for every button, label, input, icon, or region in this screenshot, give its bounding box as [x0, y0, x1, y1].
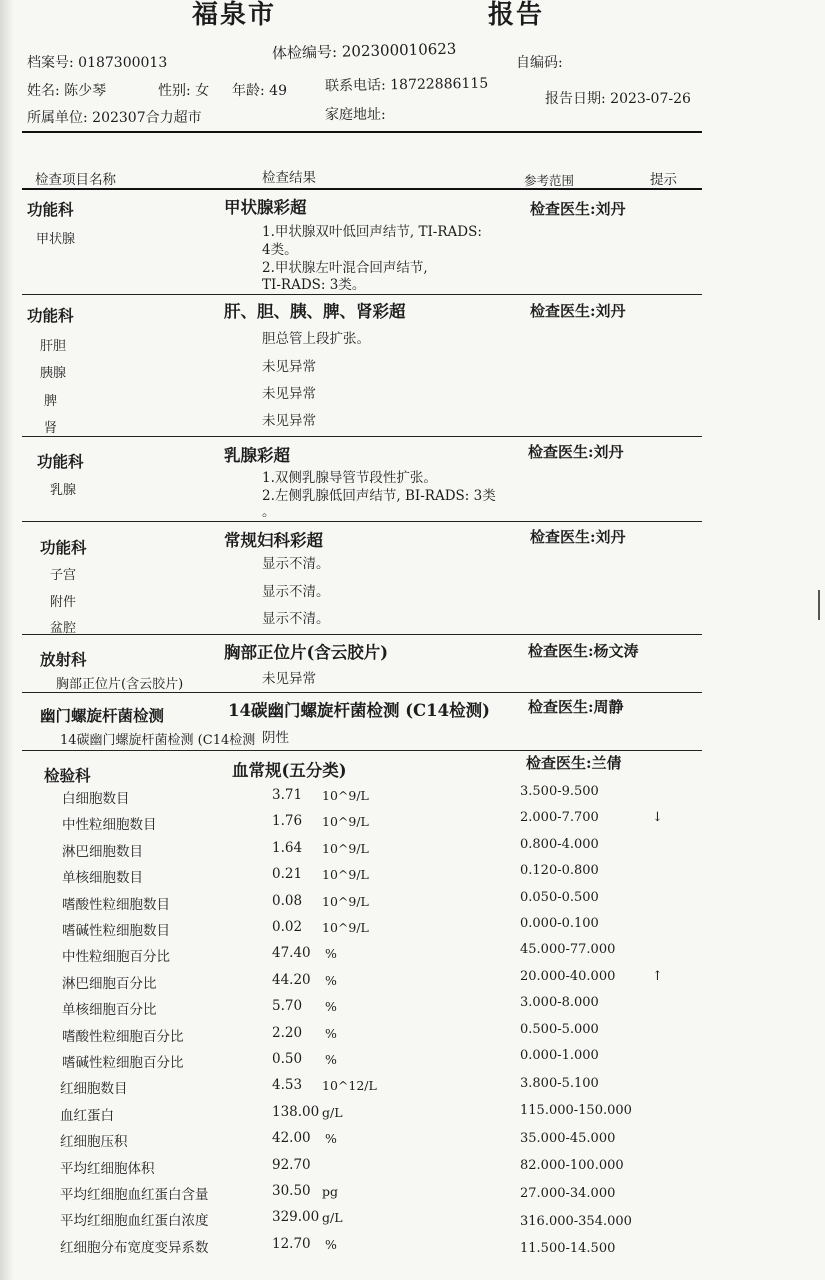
- patient-name: [27, 80, 106, 100]
- col-item-name: 检查项目名称: [35, 172, 116, 188]
- lab-item-name: 红细胞压积: [60, 1134, 128, 1151]
- item-name: 乳腺: [50, 483, 77, 498]
- phone-value: 18722886115: [390, 75, 489, 94]
- section-exam: 常规妇科彩超: [224, 531, 323, 550]
- lab-item-unit: %: [325, 972, 337, 988]
- lab-item-name: 红细胞数目: [60, 1081, 128, 1098]
- lab-item-unit: %: [325, 946, 337, 962]
- lab-item-value: 0.50: [272, 1051, 303, 1067]
- doctor-name: 刘丹: [595, 302, 626, 320]
- lab-item-value: 4.53: [272, 1077, 303, 1094]
- lab-item-reference: 27.000-34.000: [520, 1186, 616, 1201]
- page-edge-shadow: [0, 0, 14, 1280]
- section-dept: 功能科: [27, 306, 74, 325]
- column-header-divider: [22, 188, 702, 190]
- lab-item-reference: 3.000-8.000: [520, 995, 599, 1011]
- lab-item-name: 白细胞数目: [62, 791, 130, 807]
- exam-number-label: 体检编号:: [271, 42, 338, 63]
- exam-number-value: 202300010623: [341, 39, 457, 61]
- report-date-label: 报告日期:: [545, 91, 606, 107]
- section-exam: 肝、胆、胰、脾、肾彩超: [224, 302, 406, 321]
- unit-value: 202307合力超市: [92, 110, 202, 126]
- section-dept: 功能科: [40, 538, 87, 557]
- report-date: [545, 88, 691, 108]
- lab-item-reference: 0.800-4.000: [520, 836, 599, 852]
- report-title-left: 福泉市: [192, 0, 277, 30]
- patient-gender: [158, 80, 209, 100]
- lab-item-name: 嗜酸性粒细胞数目: [62, 896, 170, 913]
- lab-item-value: 47.40: [272, 945, 311, 962]
- doctor-name: 刘丹: [595, 200, 626, 218]
- section-dept: 幽门螺旋杆菌检测: [40, 706, 165, 725]
- result-line: TI-RADS: 3类。: [262, 277, 366, 293]
- item-result: 胆总管上段扩张。: [262, 331, 370, 347]
- patient-phone: [325, 73, 488, 96]
- section-doctor: [530, 526, 626, 547]
- section-doctor: [530, 300, 626, 321]
- section-exam: 乳腺彩超: [224, 446, 290, 465]
- lab-item-unit: %: [325, 1025, 337, 1041]
- section-exam: 甲状腺彩超: [224, 198, 307, 217]
- lab-item-value: 42.00: [272, 1130, 311, 1147]
- section-divider: [22, 521, 702, 522]
- lab-item-unit: 10^9/L: [322, 840, 369, 856]
- section-divider: [22, 692, 702, 693]
- doctor-label: 检查医生:: [528, 698, 594, 716]
- lab-item-name: 平均红细胞血红蛋白含量: [60, 1187, 209, 1203]
- age-value: 49: [269, 83, 287, 99]
- doctor-name: 兰倩: [591, 754, 622, 772]
- age-label: 年龄:: [232, 83, 265, 99]
- lab-item-name: 单核细胞百分比: [62, 1002, 157, 1019]
- lab-item-name: 中性粒细胞百分比: [62, 949, 170, 966]
- archive-value: 0187300013: [78, 55, 168, 71]
- lab-item-unit: pg: [322, 1184, 339, 1199]
- lab-item-unit: g/L: [322, 1104, 343, 1120]
- col-reference: 参考范围: [524, 173, 575, 188]
- lab-item-value: 1.76: [272, 813, 303, 830]
- doctor-label: 检查医生:: [530, 528, 596, 546]
- lab-item-reference: 0.050-0.500: [520, 889, 599, 905]
- lab-item-value: 44.20: [272, 971, 311, 988]
- lab-item-reference: 115.000-150.000: [520, 1103, 632, 1119]
- item-name: 胸部正位片(含云胶片): [56, 677, 184, 692]
- doctor-name: 刘丹: [595, 528, 626, 546]
- report-title-right: 报告: [488, 0, 545, 30]
- lab-item-name: 平均红细胞体积: [60, 1160, 155, 1177]
- lab-item-value: 0.02: [272, 919, 303, 935]
- lab-item-reference: 0.000-0.100: [520, 916, 599, 931]
- lab-item-name: 红细胞分布宽度变异系数: [60, 1239, 209, 1256]
- lab-item-unit: 10^9/L: [322, 920, 369, 935]
- result-line: 2.甲状腺左叶混合回声结节,: [262, 260, 428, 276]
- phone-label: 联系电话:: [324, 77, 386, 95]
- section-divider: [22, 436, 702, 437]
- lab-item-name: 血红蛋白: [60, 1107, 114, 1124]
- lab-item-flag: ↑: [652, 968, 663, 984]
- col-result: 检查结果: [262, 170, 316, 186]
- lab-item-unit: 10^12/L: [322, 1078, 377, 1094]
- lab-item-reference: 45.000-77.000: [520, 942, 616, 958]
- section-exam: 胸部正位片(含云胶片): [224, 643, 389, 662]
- doctor-label: 检查医生:: [530, 302, 596, 320]
- item-name: 甲状腺: [36, 232, 76, 247]
- doctor-label: 检查医生:: [528, 642, 594, 660]
- lab-item-unit: %: [325, 1236, 337, 1252]
- item-result: 显示不清。: [262, 556, 330, 572]
- patient-age: [232, 80, 287, 100]
- lab-item-value: 92.70: [272, 1156, 311, 1173]
- section-divider: [22, 294, 702, 295]
- header-divider: [22, 131, 702, 133]
- lab-item-reference: 82.000-100.000: [520, 1158, 624, 1174]
- section-dept: 检验科: [44, 766, 91, 785]
- lab-item-unit: %: [325, 1052, 337, 1067]
- lab-item-unit: %: [325, 999, 337, 1015]
- item-name: 肾: [44, 421, 58, 436]
- section-exam: 14碳幽门螺旋杆菌检测 (C14检测): [228, 701, 490, 720]
- lab-item-name: 中性粒细胞数目: [62, 817, 157, 834]
- section-doctor: [528, 640, 639, 661]
- lab-item-unit: 10^9/L: [322, 893, 369, 909]
- page-edge-mark: [818, 590, 820, 620]
- section-divider: [22, 634, 702, 635]
- report-date-value: 2023-07-26: [610, 91, 691, 107]
- section-dept: 功能科: [27, 200, 74, 219]
- home-address: 家庭地址:: [325, 107, 386, 123]
- doctor-name: 杨文涛: [593, 642, 639, 660]
- lab-item-name: 嗜碱性粒细胞百分比: [62, 1055, 184, 1071]
- lab-item-value: 138.00: [272, 1103, 320, 1120]
- item-name: 脾: [44, 394, 58, 409]
- lab-item-reference: 11.500-14.500: [520, 1241, 616, 1257]
- lab-item-reference: 0.500-5.000: [520, 1021, 599, 1037]
- section-dept: 功能科: [37, 452, 84, 471]
- lab-item-value: 5.70: [272, 998, 303, 1015]
- exam-number: [272, 38, 457, 64]
- result-line: 1.甲状腺双叶低回声结节, TI-RADS:: [262, 224, 482, 240]
- lab-item-reference: 35.000-45.000: [520, 1130, 616, 1146]
- gender-label: 性别:: [158, 83, 191, 99]
- item-name: 胰腺: [40, 366, 67, 381]
- item-result: 显示不清。: [262, 584, 330, 600]
- result-line: 4类。: [262, 242, 298, 258]
- lab-item-reference: 0.000-1.000: [520, 1048, 599, 1063]
- section-doctor: [526, 752, 622, 773]
- lab-item-value: 0.21: [272, 866, 303, 883]
- lab-item-unit: %: [325, 1131, 337, 1147]
- section-exam: 血常规(五分类): [232, 761, 347, 780]
- item-result: 未见异常: [262, 671, 316, 687]
- lab-item-name: 嗜酸性粒细胞百分比: [62, 1028, 184, 1045]
- item-result: 显示不清。: [262, 611, 330, 627]
- lab-item-reference: 3.500-9.500: [520, 784, 599, 799]
- result-line: 1.双侧乳腺导管节段性扩张。: [262, 470, 437, 486]
- lab-item-name: 淋巴细胞百分比: [62, 975, 157, 992]
- item-name: 子宫: [50, 568, 77, 583]
- archive-label: 档案号:: [27, 55, 74, 71]
- item-result: 未见异常: [262, 386, 316, 402]
- doctor-label: 检查医生:: [528, 443, 594, 461]
- item-result: 未见异常: [262, 413, 316, 429]
- section-doctor: [530, 198, 626, 219]
- item-name: 14碳幽门螺旋杆菌检测 (C14检测: [60, 733, 256, 748]
- lab-item-flag: ↓: [652, 810, 663, 826]
- lab-item-reference: 2.000-7.700: [520, 810, 599, 826]
- item-result: 未见异常: [262, 359, 316, 375]
- lab-item-unit: 10^9/L: [322, 788, 369, 803]
- archive-number: [27, 52, 167, 72]
- lab-item-name: 平均红细胞血红蛋白浓度: [60, 1213, 209, 1230]
- item-name: 肝胆: [40, 339, 67, 354]
- lab-item-unit: 10^9/L: [322, 867, 369, 883]
- lab-item-value: 30.50: [272, 1183, 311, 1199]
- patient-unit: [27, 107, 202, 127]
- gender-value: 女: [195, 83, 210, 99]
- item-name: 盆腔: [50, 621, 77, 636]
- item-name: 附件: [50, 595, 77, 610]
- result-line: 。: [262, 504, 276, 520]
- lab-item-reference: 316.000-354.000: [520, 1213, 632, 1229]
- lab-item-value: 329.00: [272, 1209, 320, 1226]
- lab-item-unit: 10^9/L: [322, 814, 369, 830]
- lab-item-value: 2.20: [272, 1024, 303, 1041]
- lab-item-value: 1.64: [272, 839, 303, 856]
- lab-item-name: 单核细胞数目: [62, 870, 143, 887]
- lab-item-value: 12.70: [272, 1235, 311, 1252]
- lab-item-reference: 3.800-5.100: [520, 1075, 599, 1091]
- lab-item-reference: 20.000-40.000: [520, 968, 616, 984]
- section-doctor: [528, 696, 624, 717]
- unit-label: 所属单位:: [27, 110, 88, 126]
- section-dept: 放射科: [40, 650, 87, 669]
- doctor-label: 检查医生:: [526, 754, 592, 772]
- self-code: 自编码:: [516, 55, 563, 71]
- lab-item-reference: 0.120-0.800: [520, 863, 599, 879]
- lab-item-name: 淋巴细胞数目: [62, 843, 143, 860]
- lab-item-name: 嗜碱性粒细胞数目: [62, 923, 170, 939]
- doctor-name: 周静: [593, 698, 624, 716]
- result-line: 2.左侧乳腺低回声结节, BI-RADS: 3类: [262, 488, 496, 504]
- lab-item-unit: g/L: [322, 1210, 343, 1226]
- lab-item-value: 0.08: [272, 892, 303, 909]
- item-result: 阴性: [262, 730, 289, 746]
- section-doctor: [528, 441, 624, 462]
- doctor-label: 检查医生:: [530, 200, 596, 218]
- section-divider: [22, 750, 702, 751]
- name-label: 姓名:: [27, 83, 60, 99]
- lab-item-value: 3.71: [272, 787, 303, 803]
- name-value: 陈少琴: [64, 83, 107, 99]
- doctor-name: 刘丹: [593, 443, 624, 461]
- col-hint: 提示: [650, 172, 677, 188]
